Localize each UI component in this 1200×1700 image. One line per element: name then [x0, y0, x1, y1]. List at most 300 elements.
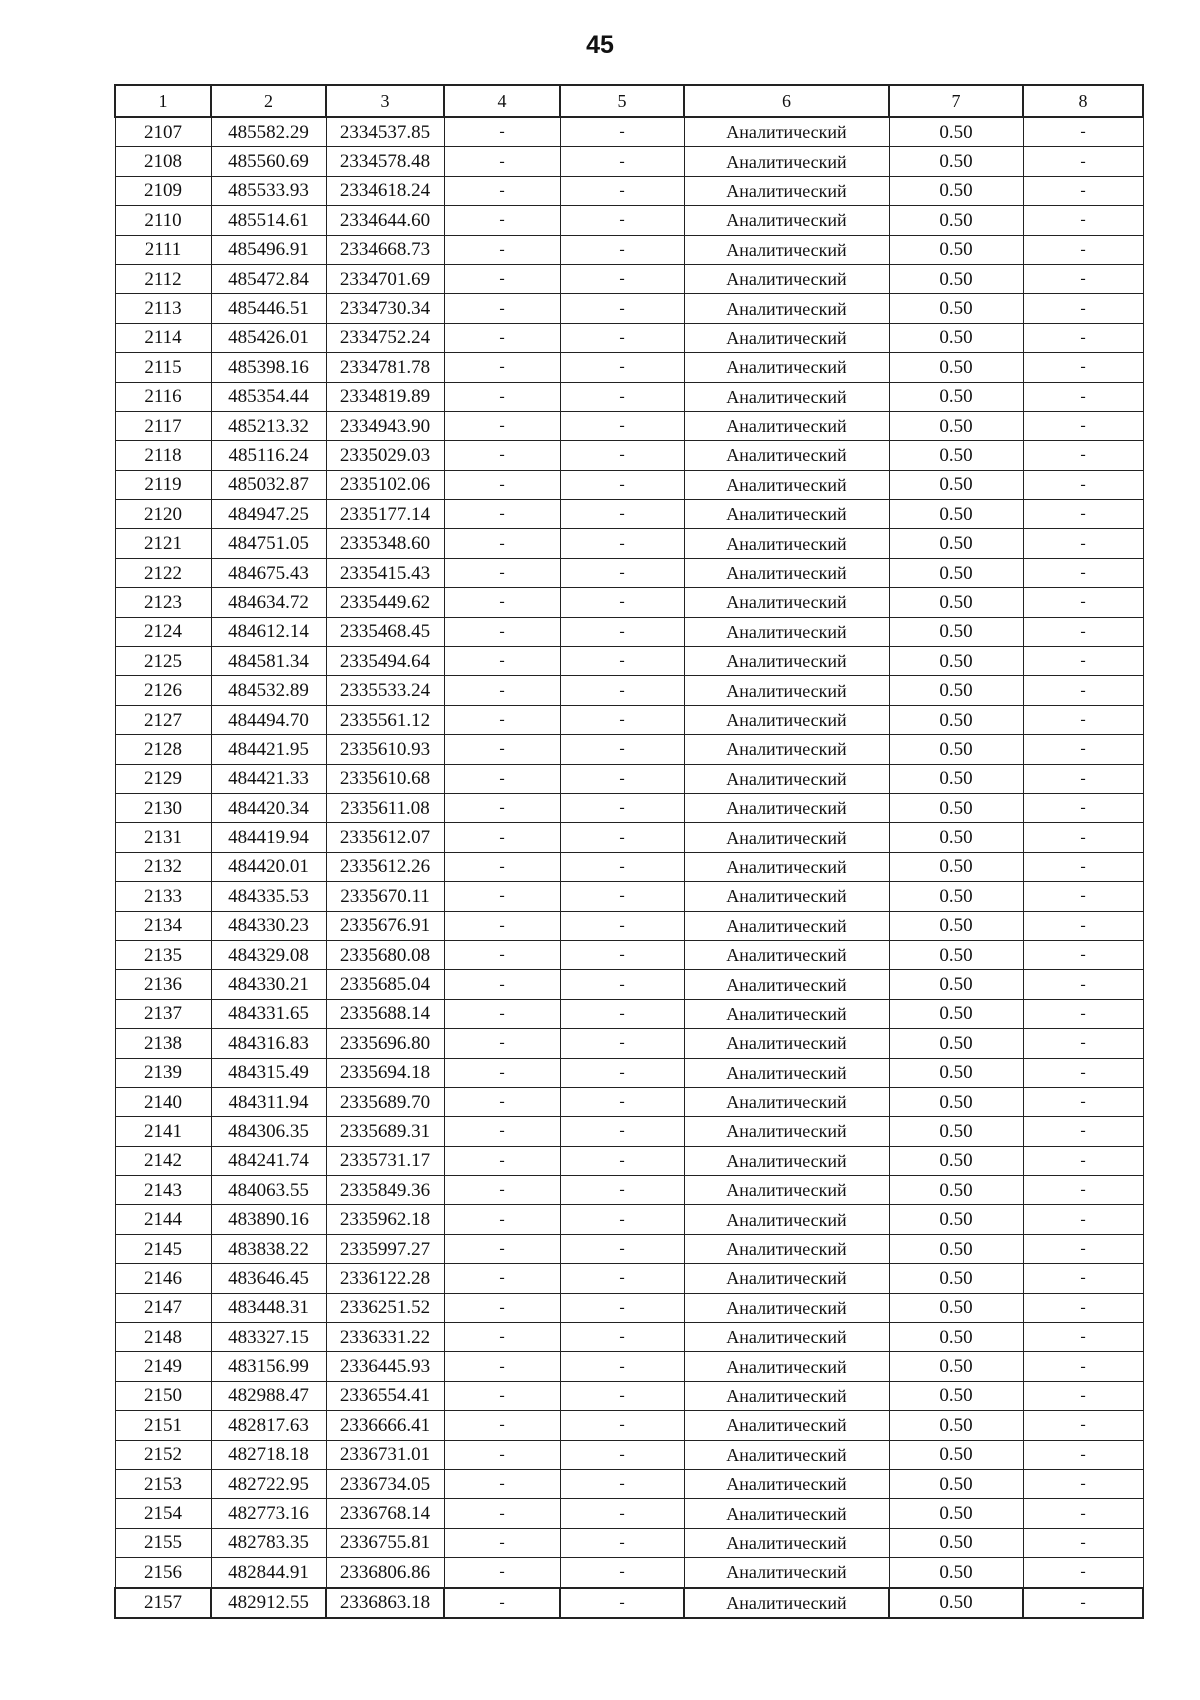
y-coordinate-cell: 2335611.08 — [326, 793, 444, 822]
x-coordinate-cell: 484421.33 — [211, 764, 326, 793]
method-cell: Аналитический — [684, 1323, 889, 1352]
y-coordinate-cell: 2336731.01 — [326, 1440, 444, 1469]
table-row — [115, 764, 1143, 793]
method-cell: Аналитический — [684, 206, 889, 235]
col5-cell: - — [560, 206, 684, 235]
table-row — [115, 1411, 1143, 1440]
accuracy-cell: 0.50 — [889, 1029, 1023, 1058]
accuracy-cell: 0.50 — [889, 1411, 1023, 1440]
method-cell: Аналитический — [684, 235, 889, 264]
col4-cell: - — [444, 705, 560, 734]
x-coordinate-cell: 483646.45 — [211, 1264, 326, 1293]
table-row — [115, 206, 1143, 235]
col8-cell: - — [1023, 441, 1143, 470]
col8-cell: - — [1023, 1499, 1143, 1528]
x-coordinate-cell: 484581.34 — [211, 647, 326, 676]
table-row — [115, 529, 1143, 558]
accuracy-cell: 0.50 — [889, 353, 1023, 382]
col5-cell: - — [560, 764, 684, 793]
col5-cell: - — [560, 940, 684, 969]
col4-cell: - — [444, 852, 560, 881]
point-number-cell: 2121 — [115, 529, 211, 558]
method-cell: Аналитический — [684, 940, 889, 969]
x-coordinate-cell: 485032.87 — [211, 470, 326, 499]
table-row — [115, 323, 1143, 352]
method-cell: Аналитический — [684, 117, 889, 147]
col4-cell: - — [444, 1264, 560, 1293]
col4-cell: - — [444, 235, 560, 264]
col4-cell: - — [444, 411, 560, 440]
point-number-cell: 2155 — [115, 1528, 211, 1557]
col4-cell: - — [444, 1381, 560, 1410]
col4-cell: - — [444, 882, 560, 911]
accuracy-cell: 0.50 — [889, 1264, 1023, 1293]
accuracy-cell: 0.50 — [889, 558, 1023, 587]
point-number-cell: 2135 — [115, 940, 211, 969]
col4-cell: - — [444, 970, 560, 999]
method-cell: Аналитический — [684, 1029, 889, 1058]
point-number-cell: 2120 — [115, 500, 211, 529]
y-coordinate-cell: 2336666.41 — [326, 1411, 444, 1440]
x-coordinate-cell: 484330.21 — [211, 970, 326, 999]
x-coordinate-cell: 484241.74 — [211, 1146, 326, 1175]
x-coordinate-cell: 484316.83 — [211, 1029, 326, 1058]
x-coordinate-cell: 482912.55 — [211, 1588, 326, 1618]
x-coordinate-cell: 484335.53 — [211, 882, 326, 911]
accuracy-cell: 0.50 — [889, 1440, 1023, 1469]
accuracy-cell: 0.50 — [889, 500, 1023, 529]
table-row — [115, 294, 1143, 323]
col4-cell: - — [444, 1146, 560, 1175]
col8-cell: - — [1023, 852, 1143, 881]
col5-cell: - — [560, 1440, 684, 1469]
y-coordinate-cell: 2334578.48 — [326, 147, 444, 176]
method-cell: Аналитический — [684, 617, 889, 646]
col8-cell: - — [1023, 500, 1143, 529]
table-row — [115, 823, 1143, 852]
accuracy-cell: 0.50 — [889, 1293, 1023, 1322]
col8-cell: - — [1023, 999, 1143, 1028]
y-coordinate-cell: 2335533.24 — [326, 676, 444, 705]
table-body — [115, 117, 1143, 1618]
y-coordinate-cell: 2334701.69 — [326, 264, 444, 293]
x-coordinate-cell: 484532.89 — [211, 676, 326, 705]
method-cell: Аналитический — [684, 1176, 889, 1205]
col8-cell: - — [1023, 793, 1143, 822]
col8-cell: - — [1023, 970, 1143, 999]
col4-cell: - — [444, 1469, 560, 1498]
method-cell: Аналитический — [684, 500, 889, 529]
method-cell: Аналитический — [684, 1558, 889, 1588]
x-coordinate-cell: 485426.01 — [211, 323, 326, 352]
y-coordinate-cell: 2335680.08 — [326, 940, 444, 969]
col5-cell: - — [560, 470, 684, 499]
method-cell: Аналитический — [684, 470, 889, 499]
method-cell: Аналитический — [684, 1440, 889, 1469]
method-cell: Аналитический — [684, 1381, 889, 1410]
y-coordinate-cell: 2335694.18 — [326, 1058, 444, 1087]
x-coordinate-cell: 484329.08 — [211, 940, 326, 969]
method-cell: Аналитический — [684, 1352, 889, 1381]
col4-cell: - — [444, 764, 560, 793]
table-row — [115, 911, 1143, 940]
col8-cell: - — [1023, 1146, 1143, 1175]
col5-cell: - — [560, 558, 684, 587]
y-coordinate-cell: 2335610.68 — [326, 764, 444, 793]
col4-cell: - — [444, 1352, 560, 1381]
y-coordinate-cell: 2336122.28 — [326, 1264, 444, 1293]
col4-cell: - — [444, 294, 560, 323]
y-coordinate-cell: 2335689.70 — [326, 1087, 444, 1116]
method-cell: Аналитический — [684, 176, 889, 205]
point-number-cell: 2140 — [115, 1087, 211, 1116]
col8-cell: - — [1023, 353, 1143, 382]
y-coordinate-cell: 2335670.11 — [326, 882, 444, 911]
col8-cell: - — [1023, 882, 1143, 911]
x-coordinate-cell: 485533.93 — [211, 176, 326, 205]
col4-cell: - — [444, 353, 560, 382]
col8-cell: - — [1023, 647, 1143, 676]
y-coordinate-cell: 2335849.36 — [326, 1176, 444, 1205]
col8-cell: - — [1023, 1087, 1143, 1116]
col4-cell: - — [444, 1087, 560, 1116]
point-number-cell: 2147 — [115, 1293, 211, 1322]
point-number-cell: 2122 — [115, 558, 211, 587]
accuracy-cell: 0.50 — [889, 1176, 1023, 1205]
point-number-cell: 2107 — [115, 117, 211, 147]
point-number-cell: 2119 — [115, 470, 211, 499]
coordinates-table — [114, 84, 1144, 1619]
table-row — [115, 793, 1143, 822]
point-number-cell: 2156 — [115, 1558, 211, 1588]
x-coordinate-cell: 482722.95 — [211, 1469, 326, 1498]
point-number-cell: 2134 — [115, 911, 211, 940]
y-coordinate-cell: 2336251.52 — [326, 1293, 444, 1322]
col8-cell: - — [1023, 558, 1143, 587]
table-row — [115, 500, 1143, 529]
col8-cell: - — [1023, 1176, 1143, 1205]
col8-cell: - — [1023, 1234, 1143, 1263]
x-coordinate-cell: 484947.25 — [211, 500, 326, 529]
x-coordinate-cell: 484063.55 — [211, 1176, 326, 1205]
y-coordinate-cell: 2335561.12 — [326, 705, 444, 734]
accuracy-cell: 0.50 — [889, 1528, 1023, 1557]
accuracy-cell: 0.50 — [889, 147, 1023, 176]
point-number-cell: 2109 — [115, 176, 211, 205]
method-cell: Аналитический — [684, 882, 889, 911]
x-coordinate-cell: 484634.72 — [211, 588, 326, 617]
table-row — [115, 176, 1143, 205]
method-cell: Аналитический — [684, 411, 889, 440]
col5-cell: - — [560, 705, 684, 734]
table-row — [115, 353, 1143, 382]
method-cell: Аналитический — [684, 764, 889, 793]
accuracy-cell: 0.50 — [889, 1058, 1023, 1087]
accuracy-cell: 0.50 — [889, 1087, 1023, 1116]
col8-cell: - — [1023, 676, 1143, 705]
accuracy-cell: 0.50 — [889, 1469, 1023, 1498]
col8-cell: - — [1023, 470, 1143, 499]
accuracy-cell: 0.50 — [889, 1117, 1023, 1146]
col4-cell: - — [444, 911, 560, 940]
col5-cell: - — [560, 1117, 684, 1146]
col5-cell: - — [560, 823, 684, 852]
col5-cell: - — [560, 500, 684, 529]
method-cell: Аналитический — [684, 1528, 889, 1557]
table-row — [115, 411, 1143, 440]
x-coordinate-cell: 485496.91 — [211, 235, 326, 264]
col5-cell: - — [560, 735, 684, 764]
col8-cell: - — [1023, 1117, 1143, 1146]
accuracy-cell: 0.50 — [889, 1558, 1023, 1588]
point-number-cell: 2110 — [115, 206, 211, 235]
column-header: 7 — [889, 85, 1023, 117]
table-row — [115, 1146, 1143, 1175]
col8-cell: - — [1023, 911, 1143, 940]
x-coordinate-cell: 484420.34 — [211, 793, 326, 822]
x-coordinate-cell: 482988.47 — [211, 1381, 326, 1410]
table-row — [115, 1029, 1143, 1058]
y-coordinate-cell: 2335731.17 — [326, 1146, 444, 1175]
y-coordinate-cell: 2335612.07 — [326, 823, 444, 852]
point-number-cell: 2133 — [115, 882, 211, 911]
col4-cell: - — [444, 1058, 560, 1087]
accuracy-cell: 0.50 — [889, 793, 1023, 822]
accuracy-cell: 0.50 — [889, 588, 1023, 617]
accuracy-cell: 0.50 — [889, 441, 1023, 470]
y-coordinate-cell: 2336734.05 — [326, 1469, 444, 1498]
col5-cell: - — [560, 970, 684, 999]
accuracy-cell: 0.50 — [889, 882, 1023, 911]
col8-cell: - — [1023, 1381, 1143, 1410]
col4-cell: - — [444, 1440, 560, 1469]
col5-cell: - — [560, 1381, 684, 1410]
x-coordinate-cell: 485446.51 — [211, 294, 326, 323]
col4-cell: - — [444, 147, 560, 176]
table-row — [115, 882, 1143, 911]
table-row — [115, 676, 1143, 705]
table-row — [115, 1234, 1143, 1263]
method-cell: Аналитический — [684, 294, 889, 323]
x-coordinate-cell: 484419.94 — [211, 823, 326, 852]
col4-cell: - — [444, 1117, 560, 1146]
point-number-cell: 2108 — [115, 147, 211, 176]
y-coordinate-cell: 2335348.60 — [326, 529, 444, 558]
x-coordinate-cell: 482718.18 — [211, 1440, 326, 1469]
point-number-cell: 2130 — [115, 793, 211, 822]
col5-cell: - — [560, 647, 684, 676]
point-number-cell: 2146 — [115, 1264, 211, 1293]
col5-cell: - — [560, 353, 684, 382]
col5-cell: - — [560, 1411, 684, 1440]
accuracy-cell: 0.50 — [889, 823, 1023, 852]
col5-cell: - — [560, 235, 684, 264]
y-coordinate-cell: 2335962.18 — [326, 1205, 444, 1234]
col4-cell: - — [444, 999, 560, 1028]
table-row — [115, 1058, 1143, 1087]
table-row — [115, 1469, 1143, 1498]
method-cell: Аналитический — [684, 529, 889, 558]
x-coordinate-cell: 484421.95 — [211, 735, 326, 764]
y-coordinate-cell: 2335102.06 — [326, 470, 444, 499]
accuracy-cell: 0.50 — [889, 235, 1023, 264]
table-row — [115, 999, 1143, 1028]
x-coordinate-cell: 485582.29 — [211, 117, 326, 147]
table-row — [115, 735, 1143, 764]
col5-cell: - — [560, 294, 684, 323]
y-coordinate-cell: 2335685.04 — [326, 970, 444, 999]
method-cell: Аналитический — [684, 705, 889, 734]
accuracy-cell: 0.50 — [889, 676, 1023, 705]
y-coordinate-cell: 2334819.89 — [326, 382, 444, 411]
y-coordinate-cell: 2335415.43 — [326, 558, 444, 587]
accuracy-cell: 0.50 — [889, 1234, 1023, 1263]
table-row — [115, 1176, 1143, 1205]
method-cell: Аналитический — [684, 1293, 889, 1322]
y-coordinate-cell: 2335468.45 — [326, 617, 444, 646]
y-coordinate-cell: 2335610.93 — [326, 735, 444, 764]
col4-cell: - — [444, 647, 560, 676]
col4-cell: - — [444, 264, 560, 293]
col4-cell: - — [444, 1293, 560, 1322]
accuracy-cell: 0.50 — [889, 206, 1023, 235]
col8-cell: - — [1023, 206, 1143, 235]
point-number-cell: 2113 — [115, 294, 211, 323]
col8-cell: - — [1023, 940, 1143, 969]
table-row — [115, 852, 1143, 881]
point-number-cell: 2139 — [115, 1058, 211, 1087]
x-coordinate-cell: 484612.14 — [211, 617, 326, 646]
col4-cell: - — [444, 940, 560, 969]
x-coordinate-cell: 484675.43 — [211, 558, 326, 587]
col4-cell: - — [444, 441, 560, 470]
col4-cell: - — [444, 676, 560, 705]
table-row — [115, 1588, 1143, 1618]
col5-cell: - — [560, 1469, 684, 1498]
x-coordinate-cell: 485354.44 — [211, 382, 326, 411]
col5-cell: - — [560, 323, 684, 352]
table-row — [115, 147, 1143, 176]
accuracy-cell: 0.50 — [889, 647, 1023, 676]
method-cell: Аналитический — [684, 823, 889, 852]
table-row — [115, 1440, 1143, 1469]
accuracy-cell: 0.50 — [889, 1588, 1023, 1618]
x-coordinate-cell: 483327.15 — [211, 1323, 326, 1352]
method-cell: Аналитический — [684, 1469, 889, 1498]
accuracy-cell: 0.50 — [889, 617, 1023, 646]
table-row — [115, 470, 1143, 499]
col5-cell: - — [560, 411, 684, 440]
table-row — [115, 1087, 1143, 1116]
col4-cell: - — [444, 617, 560, 646]
accuracy-cell: 0.50 — [889, 176, 1023, 205]
col5-cell: - — [560, 1293, 684, 1322]
point-number-cell: 2117 — [115, 411, 211, 440]
col4-cell: - — [444, 1558, 560, 1588]
col8-cell: - — [1023, 1323, 1143, 1352]
col4-cell: - — [444, 558, 560, 587]
method-cell: Аналитический — [684, 1264, 889, 1293]
point-number-cell: 2118 — [115, 441, 211, 470]
col4-cell: - — [444, 206, 560, 235]
col5-cell: - — [560, 1264, 684, 1293]
col8-cell: - — [1023, 1293, 1143, 1322]
point-number-cell: 2143 — [115, 1176, 211, 1205]
header-row — [115, 85, 1143, 117]
point-number-cell: 2111 — [115, 235, 211, 264]
col5-cell: - — [560, 1558, 684, 1588]
point-number-cell: 2132 — [115, 852, 211, 881]
y-coordinate-cell: 2335696.80 — [326, 1029, 444, 1058]
x-coordinate-cell: 484420.01 — [211, 852, 326, 881]
method-cell: Аналитический — [684, 852, 889, 881]
col8-cell: - — [1023, 764, 1143, 793]
col4-cell: - — [444, 529, 560, 558]
method-cell: Аналитический — [684, 999, 889, 1028]
accuracy-cell: 0.50 — [889, 411, 1023, 440]
col8-cell: - — [1023, 1411, 1143, 1440]
col5-cell: - — [560, 264, 684, 293]
point-number-cell: 2128 — [115, 735, 211, 764]
y-coordinate-cell: 2335689.31 — [326, 1117, 444, 1146]
column-header: 6 — [684, 85, 889, 117]
y-coordinate-cell: 2335449.62 — [326, 588, 444, 617]
x-coordinate-cell: 482773.16 — [211, 1499, 326, 1528]
point-number-cell: 2153 — [115, 1469, 211, 1498]
y-coordinate-cell: 2335029.03 — [326, 441, 444, 470]
col4-cell: - — [444, 500, 560, 529]
col5-cell: - — [560, 1234, 684, 1263]
method-cell: Аналитический — [684, 970, 889, 999]
col4-cell: - — [444, 735, 560, 764]
point-number-cell: 2137 — [115, 999, 211, 1028]
col8-cell: - — [1023, 588, 1143, 617]
method-cell: Аналитический — [684, 1205, 889, 1234]
method-cell: Аналитический — [684, 353, 889, 382]
col8-cell: - — [1023, 176, 1143, 205]
col5-cell: - — [560, 1352, 684, 1381]
point-number-cell: 2142 — [115, 1146, 211, 1175]
point-number-cell: 2150 — [115, 1381, 211, 1410]
col4-cell: - — [444, 823, 560, 852]
col4-cell: - — [444, 1411, 560, 1440]
method-cell: Аналитический — [684, 441, 889, 470]
x-coordinate-cell: 485116.24 — [211, 441, 326, 470]
col5-cell: - — [560, 676, 684, 705]
col8-cell: - — [1023, 147, 1143, 176]
y-coordinate-cell: 2335494.64 — [326, 647, 444, 676]
accuracy-cell: 0.50 — [889, 1205, 1023, 1234]
col4-cell: - — [444, 1205, 560, 1234]
method-cell: Аналитический — [684, 588, 889, 617]
table-row — [115, 705, 1143, 734]
x-coordinate-cell: 482844.91 — [211, 1558, 326, 1588]
table-row — [115, 1323, 1143, 1352]
method-cell: Аналитический — [684, 793, 889, 822]
table-row — [115, 647, 1143, 676]
x-coordinate-cell: 484331.65 — [211, 999, 326, 1028]
y-coordinate-cell: 2335997.27 — [326, 1234, 444, 1263]
y-coordinate-cell: 2334537.85 — [326, 117, 444, 147]
column-header: 5 — [560, 85, 684, 117]
method-cell: Аналитический — [684, 911, 889, 940]
accuracy-cell: 0.50 — [889, 1381, 1023, 1410]
y-coordinate-cell: 2336554.41 — [326, 1381, 444, 1410]
col5-cell: - — [560, 1528, 684, 1557]
col8-cell: - — [1023, 823, 1143, 852]
x-coordinate-cell: 484751.05 — [211, 529, 326, 558]
method-cell: Аналитический — [684, 1087, 889, 1116]
